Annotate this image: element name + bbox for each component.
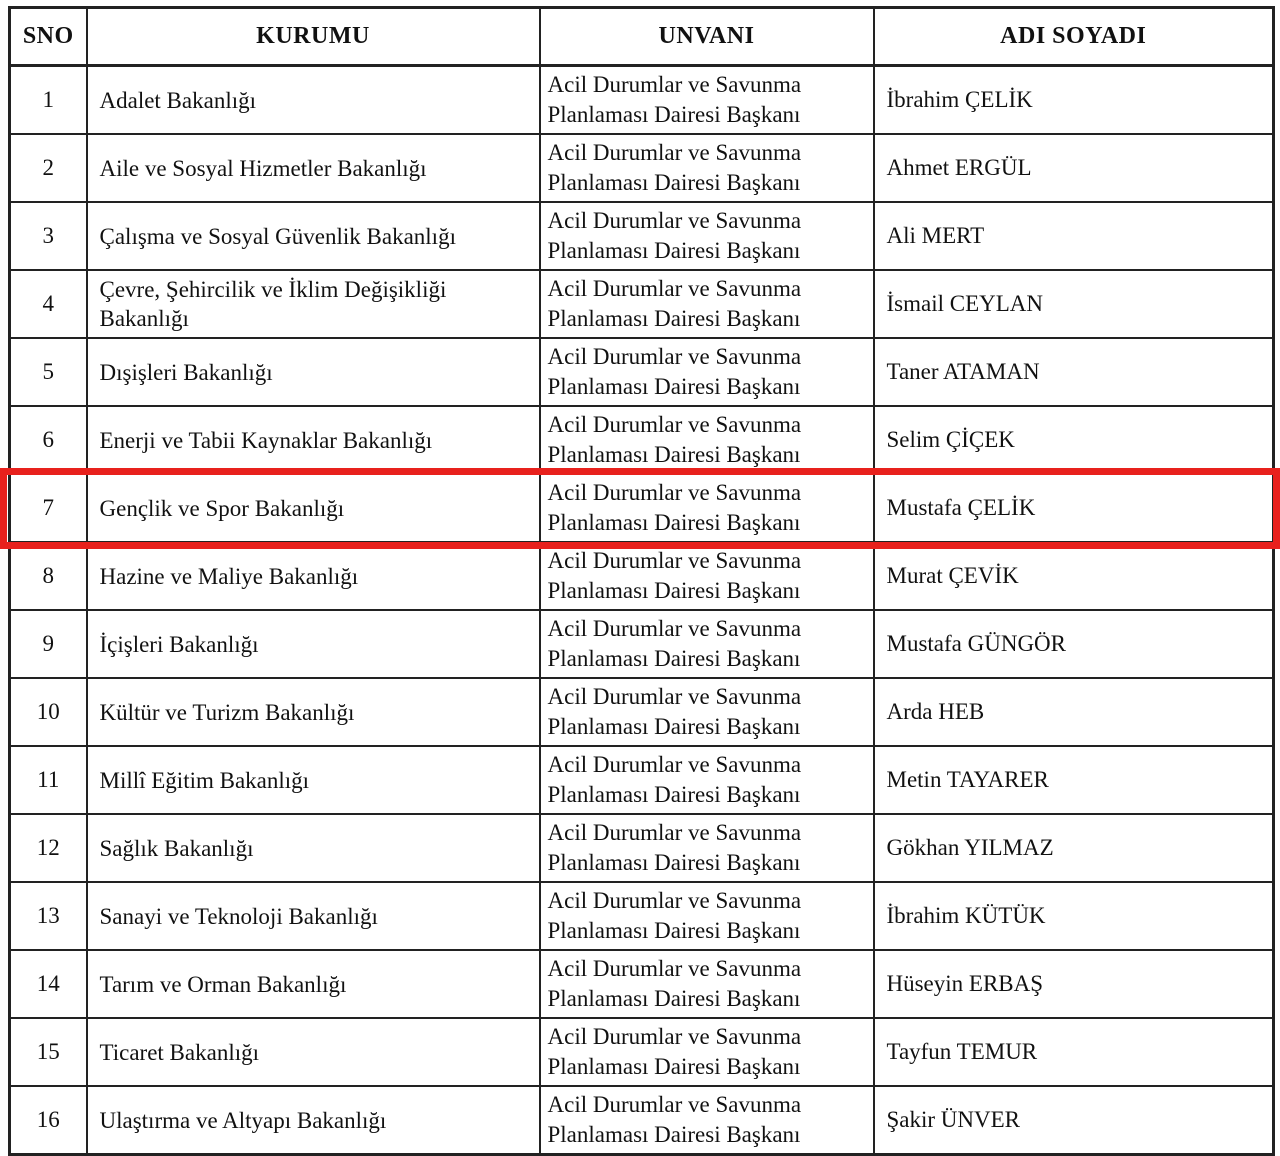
header-unvani: UNVANI: [540, 8, 874, 66]
row-kurumu-cell: İçişleri Bakanlığı: [87, 610, 540, 678]
row-name-cell: Tayfun TEMUR: [874, 1018, 1274, 1086]
row-name-cell: Şakir ÜNVER: [874, 1086, 1274, 1155]
header-row: [10, 8, 1274, 66]
row-number-cell: 2: [10, 134, 87, 202]
row-unvani-cell: [540, 134, 874, 202]
header-sno: SNO: [10, 8, 87, 66]
row-name-cell: Taner ATAMAN: [874, 338, 1274, 406]
unvani-line-1: Acil Durumlar ve Savunma: [547, 684, 802, 709]
unvani-line-1: Acil Durumlar ve Savunma: [547, 72, 802, 97]
row-kurumu-cell: Ticaret Bakanlığı: [87, 1018, 540, 1086]
row-number-cell: 10: [10, 678, 87, 746]
unvani-line-1: Acil Durumlar ve Savunma: [547, 344, 802, 369]
unvani-line-1: Acil Durumlar ve Savunma: [547, 616, 802, 641]
row-number-cell: 14: [10, 950, 87, 1018]
row-name-cell: Metin TAYARER: [874, 746, 1274, 814]
unvani-line-2: Planlaması Dairesi Başkanı: [547, 510, 801, 535]
row-number-cell: 1: [10, 66, 87, 135]
row-kurumu-cell: Gençlik ve Spor Bakanlığı: [87, 474, 540, 542]
row-number-cell: 16: [10, 1086, 87, 1155]
table-row: [10, 1086, 1274, 1155]
row-name-cell: İbrahim KÜTÜK: [874, 882, 1274, 950]
row-number-cell: 8: [10, 542, 87, 610]
unvani-line-2: Planlaması Dairesi Başkanı: [547, 1122, 801, 1147]
table-row: [10, 338, 1274, 406]
table-row: [10, 610, 1274, 678]
unvani-line-1: Acil Durumlar ve Savunma: [547, 548, 802, 573]
row-unvani-cell: [540, 542, 874, 610]
table-row: [10, 1018, 1274, 1086]
row-number-cell: 12: [10, 814, 87, 882]
row-unvani-cell: [540, 610, 874, 678]
row-number-cell: 7: [10, 474, 87, 542]
unvani-line-1: Acil Durumlar ve Savunma: [547, 752, 802, 777]
row-unvani-cell: [540, 950, 874, 1018]
unvani-line-1: Acil Durumlar ve Savunma: [547, 480, 802, 505]
unvani-line-2: Planlaması Dairesi Başkanı: [547, 374, 801, 399]
row-name-cell: Ali MERT: [874, 202, 1274, 270]
row-number-cell: 15: [10, 1018, 87, 1086]
table-row: [10, 814, 1274, 882]
unvani-line-1: Acil Durumlar ve Savunma: [547, 820, 802, 845]
table-row: [10, 66, 1274, 135]
unvani-line-2: Planlaması Dairesi Başkanı: [547, 646, 801, 671]
row-name-cell: Arda HEB: [874, 678, 1274, 746]
row-name-cell: İbrahim ÇELİK: [874, 66, 1274, 135]
row-unvani-cell: [540, 746, 874, 814]
unvani-line-1: Acil Durumlar ve Savunma: [547, 140, 802, 165]
header-kurumu: KURUMU: [87, 8, 540, 66]
row-kurumu-cell: Aile ve Sosyal Hizmetler Bakanlığı: [87, 134, 540, 202]
row-number-cell: 6: [10, 406, 87, 474]
unvani-line-2: Planlaması Dairesi Başkanı: [547, 442, 801, 467]
row-unvani-cell: [540, 1086, 874, 1155]
row-unvani-cell: [540, 270, 874, 338]
row-unvani-cell: [540, 678, 874, 746]
unvani-line-1: Acil Durumlar ve Savunma: [547, 888, 802, 913]
row-unvani-cell: [540, 202, 874, 270]
table-row: [10, 950, 1274, 1018]
row-kurumu-cell: Sanayi ve Teknoloji Bakanlığı: [87, 882, 540, 950]
row-name-cell: Murat ÇEVİK: [874, 542, 1274, 610]
row-kurumu-cell: Çevre, Şehircilik ve İklim Değişikliği Bakanlığı: [87, 270, 540, 338]
header-adi-soyadi: ADI SOYADI: [874, 8, 1274, 66]
row-kurumu-cell: Tarım ve Orman Bakanlığı: [87, 950, 540, 1018]
row-unvani-cell: [540, 1018, 874, 1086]
row-number-cell: 13: [10, 882, 87, 950]
unvani-line-1: Acil Durumlar ve Savunma: [547, 1092, 802, 1117]
unvani-line-2: Planlaması Dairesi Başkanı: [547, 782, 801, 807]
table-row: [10, 270, 1274, 338]
row-unvani-cell: [540, 66, 874, 135]
row-name-cell: İsmail CEYLAN: [874, 270, 1274, 338]
row-kurumu-cell: Kültür ve Turizm Bakanlığı: [87, 678, 540, 746]
table-row: [10, 474, 1274, 542]
row-kurumu-cell: Sağlık Bakanlığı: [87, 814, 540, 882]
unvani-line-2: Planlaması Dairesi Başkanı: [547, 306, 801, 331]
table-row: [10, 134, 1274, 202]
row-name-cell: Mustafa GÜNGÖR: [874, 610, 1274, 678]
unvani-line-2: Planlaması Dairesi Başkanı: [547, 1054, 801, 1079]
unvani-line-2: Planlaması Dairesi Başkanı: [547, 238, 801, 263]
unvani-line-1: Acil Durumlar ve Savunma: [547, 412, 802, 437]
row-kurumu-cell: Hazine ve Maliye Bakanlığı: [87, 542, 540, 610]
table-row: [10, 882, 1274, 950]
row-number-cell: 3: [10, 202, 87, 270]
table-row: [10, 542, 1274, 610]
unvani-line-2: Planlaması Dairesi Başkanı: [547, 714, 801, 739]
row-name-cell: Mustafa ÇELİK: [874, 474, 1274, 542]
table-row: [10, 678, 1274, 746]
row-kurumu-cell: Dışişleri Bakanlığı: [87, 338, 540, 406]
row-unvani-cell: [540, 406, 874, 474]
unvani-line-1: Acil Durumlar ve Savunma: [547, 956, 802, 981]
row-number-cell: 5: [10, 338, 87, 406]
row-unvani-cell: [540, 474, 874, 542]
row-number-cell: 11: [10, 746, 87, 814]
row-name-cell: Selim ÇİÇEK: [874, 406, 1274, 474]
row-name-cell: Hüseyin ERBAŞ: [874, 950, 1274, 1018]
row-kurumu-cell: Çalışma ve Sosyal Güvenlik Bakanlığı: [87, 202, 540, 270]
row-unvani-cell: [540, 814, 874, 882]
row-kurumu-cell: Millî Eğitim Bakanlığı: [87, 746, 540, 814]
row-number-cell: 4: [10, 270, 87, 338]
unvani-line-2: Planlaması Dairesi Başkanı: [547, 986, 801, 1011]
row-name-cell: Ahmet ERGÜL: [874, 134, 1274, 202]
unvani-line-1: Acil Durumlar ve Savunma: [547, 1024, 802, 1049]
unvani-line-2: Planlaması Dairesi Başkanı: [547, 918, 801, 943]
row-name-cell: Gökhan YILMAZ: [874, 814, 1274, 882]
table-row: [10, 406, 1274, 474]
table-row: [10, 202, 1274, 270]
unvani-line-2: Planlaması Dairesi Başkanı: [547, 850, 801, 875]
row-unvani-cell: [540, 338, 874, 406]
unvani-line-2: Planlaması Dairesi Başkanı: [547, 170, 801, 195]
unvani-line-1: Acil Durumlar ve Savunma: [547, 276, 802, 301]
unvani-line-2: Planlaması Dairesi Başkanı: [547, 578, 801, 603]
table-row: [10, 746, 1274, 814]
row-number-cell: 9: [10, 610, 87, 678]
row-kurumu-cell: Enerji ve Tabii Kaynaklar Bakanlığı: [87, 406, 540, 474]
unvani-line-1: Acil Durumlar ve Savunma: [547, 208, 802, 233]
unvani-line-2: Planlaması Dairesi Başkanı: [547, 102, 801, 127]
row-kurumu-cell: Ulaştırma ve Altyapı Bakanlığı: [87, 1086, 540, 1155]
appointments-table: [8, 6, 1275, 1156]
row-kurumu-cell: Adalet Bakanlığı: [87, 66, 540, 135]
row-unvani-cell: [540, 882, 874, 950]
